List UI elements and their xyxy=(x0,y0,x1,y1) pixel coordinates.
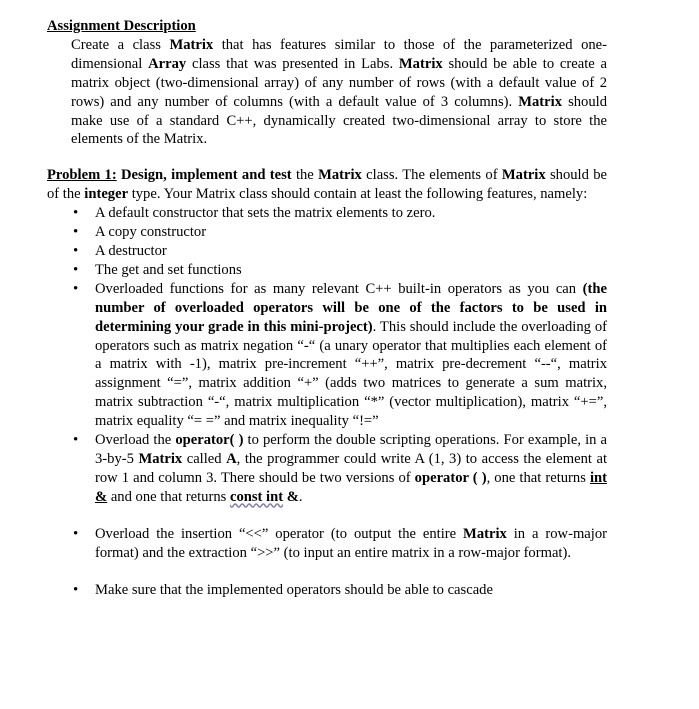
bold-run: Matrix xyxy=(138,450,183,467)
text-run: class. The elements of xyxy=(361,167,502,184)
text-run: Create a class xyxy=(71,36,170,53)
features-list xyxy=(47,204,607,600)
text-run: that has features similar to those of the parameterized one-dimensional xyxy=(71,36,607,72)
problem-paragraph xyxy=(47,166,607,204)
assignment-paragraph xyxy=(71,36,607,149)
text-run: Make sure that the implemented operators should be able to cascade xyxy=(95,582,493,599)
text-run: , the programmer could write A (1, 3) to access the element at row 1 and column 3. There should be two versions of xyxy=(95,450,607,486)
text-run: to perform the double scripting operations. For example, in a 3-by-5 xyxy=(95,432,607,467)
text-run: Overloaded functions for as many relevant C++ built-in operators as you can xyxy=(95,280,583,297)
list-item xyxy=(47,431,607,507)
text-run: . This should include the overloading of operators such as matrix negation “-“ (a unary operator that multiplies each element of a matrix with -1), matrix pre-increment “++”, matrix pre-decrement “--“, matrix assignment “=”, matrix addition “+” (adds two matrices to generate a sum matrix, matrix subtraction “-“, matrix multiplication “*” (vector multiplication), matrix “+=”, matrix equality “= =” and matrix inequality “!=” xyxy=(95,318,607,430)
bold-run: integer xyxy=(84,186,129,203)
list-item xyxy=(47,525,607,563)
list-item xyxy=(47,204,607,223)
assignment-heading: Assignment Description xyxy=(47,18,196,34)
bold-run: A xyxy=(226,450,237,467)
problem-label: Problem 1: xyxy=(47,167,117,184)
text-run: A destructor xyxy=(95,242,167,259)
text-run: class that was presented in Labs. xyxy=(186,55,399,72)
bold-run: Matrix xyxy=(169,36,214,53)
bold-run: operator ( ) xyxy=(414,469,487,486)
bold-run: operator( ) xyxy=(175,432,244,449)
list-item xyxy=(47,581,607,600)
text-run: Overload the insertion “<<” operator (to output the entire xyxy=(95,525,464,542)
bold-run: Array xyxy=(148,55,187,72)
squiggle-run: const int xyxy=(229,488,284,505)
text-run: the xyxy=(291,167,319,184)
bold-run: (the number of overloaded operators will be one of the factors to be used in determining your grade in this mini-project) xyxy=(95,280,607,335)
list-item xyxy=(47,223,607,242)
bold-run: Matrix xyxy=(318,167,362,184)
bold-run: & xyxy=(286,488,299,505)
text-run: called xyxy=(182,450,227,467)
bold-run: Matrix xyxy=(463,525,507,542)
text-run: , one that returns xyxy=(486,469,590,486)
bold-underlined-run: int & xyxy=(95,469,607,505)
list-item xyxy=(47,242,607,261)
text-run: A default constructor that sets the matrix elements to zero. xyxy=(95,205,436,222)
bold-run: Matrix xyxy=(518,93,562,110)
list-item xyxy=(47,261,607,280)
text-run: and one that returns xyxy=(107,488,230,505)
list-item xyxy=(47,280,607,431)
text-run: should be of the xyxy=(47,167,607,203)
text-run: Overload the xyxy=(95,432,176,449)
text-run: should be able to create a matrix object (two-dimensional array) of any number of rows (with a default value of 2 rows) and any number of columns (with a default value of 3 columns). xyxy=(71,55,607,110)
bold-run: Design, implement and test xyxy=(116,167,292,184)
bold-run: Matrix xyxy=(501,167,546,184)
bold-run: Matrix xyxy=(398,55,443,72)
text-run: in a row-major format) and the extraction “>>” (to input an entire matrix in a row-major format). xyxy=(95,525,607,561)
text-run: A copy constructor xyxy=(95,224,207,241)
text-run: should make use of a standard C++, dynamically created two-dimensional array to store the elements of the Matrix. xyxy=(71,93,607,148)
text-run: . xyxy=(298,488,303,505)
text-run: The get and set functions xyxy=(95,261,242,278)
text-run: type. Your Matrix class should contain at least the following features, namely: xyxy=(128,186,588,203)
document-page xyxy=(47,17,607,600)
